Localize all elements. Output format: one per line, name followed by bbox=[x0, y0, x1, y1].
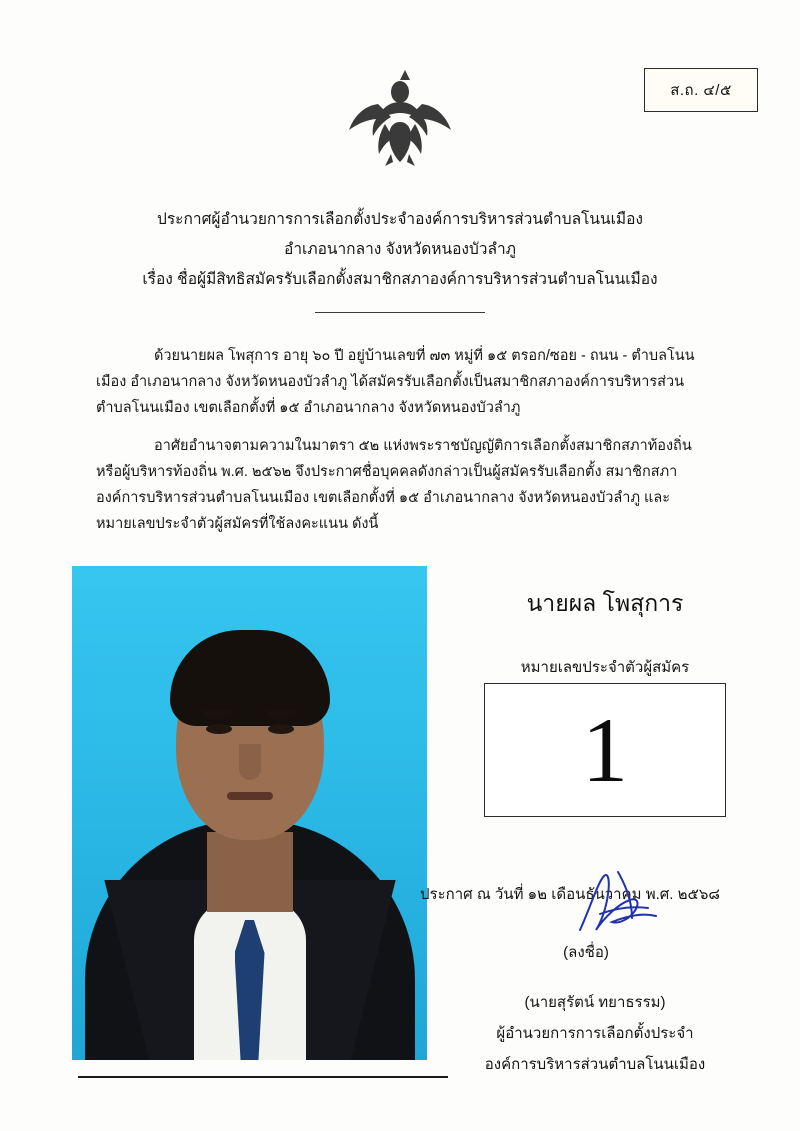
candidate-photo bbox=[72, 566, 427, 1060]
candidate-number-digit: 1 bbox=[582, 699, 628, 801]
heading-line-2: อำเภอนากลาง จังหวัดหนองบัวลำภู bbox=[284, 241, 516, 258]
announcement-date: ประกาศ ณ วันที่ ๑๒ เดือนธันวาคม พ.ศ. ๒๕๖๘ bbox=[420, 886, 720, 903]
form-code-text: ส.ถ. ๔/๕ bbox=[670, 82, 732, 99]
signer-role-line-1: ผู้อำนวยการการเลือกตั้งประจำ bbox=[496, 1025, 694, 1042]
body-paragraph-2-text: อาศัยอำนาจตามความในมาตรา ๕๒ แห่งพระราชบัญญัติการเลือกตั้งสมาชิกสภาท้องถิ่นหรือผู้บริหารท้องถิ่น พ.ศ. ๒๕๖๒ จึงประกาศชื่อบุคคลดังกล่าวเป็นผู้สมัครรับเลือกตั้ง สมาชิกสภาองค์การบริหารส่วนตำบลโนนเมือง เขตเลือกตั้งที่ ๑๕ อำเภอนากลาง จังหวัดหนองบัวลำภู และหมายเลขประจำตัวผู้สมัครที่ใช้ลงคะแนน ดังนี้ bbox=[96, 438, 692, 532]
garuda-emblem-icon bbox=[345, 62, 455, 172]
signature-block bbox=[420, 882, 770, 1076]
candidate-number-label: หมายเลขประจำตัวผู้สมัคร bbox=[520, 659, 690, 676]
heading-line-1: ประกาศผู้อำนวยการการเลือกตั้งประจำองค์การบริหารส่วนตำบลโนนเมือง bbox=[157, 211, 643, 228]
document-body bbox=[96, 343, 716, 549]
signed-label: (ลงชื่อ) bbox=[563, 944, 609, 961]
photo-nose bbox=[239, 744, 261, 780]
form-code-box bbox=[644, 68, 758, 112]
photo-mouth bbox=[227, 792, 273, 800]
heading-line-3: เรื่อง ชื่อผู้มีสิทธิสมัครรับเลือกตั้งสมาชิกสภาองค์การบริหารส่วนตำบลโนนเมือง bbox=[142, 271, 658, 288]
photo-brow-right bbox=[266, 710, 296, 717]
photo-eye-right bbox=[268, 724, 294, 734]
photo-hair bbox=[170, 630, 330, 726]
signer-role-line-2: องค์การบริหารส่วนตำบลโนนเมือง bbox=[484, 1056, 706, 1073]
heading-divider bbox=[315, 312, 485, 313]
handwritten-signature-icon bbox=[560, 868, 680, 946]
photo-eye-left bbox=[206, 724, 232, 734]
body-paragraph-2 bbox=[96, 433, 716, 537]
photo-neck bbox=[207, 832, 293, 912]
document-heading bbox=[0, 205, 800, 295]
body-paragraph-1-text: ด้วยนายผล โพสุการ อายุ ๖๐ ปี อยู่บ้านเลขที่ ๗๓ หมู่ที่ ๑๕ ตรอก/ซอย - ถนน - ตำบลโนนเมือง อำเภอนากลาง จังหวัดหนองบัวลำภู ได้สมัครรับเลือกตั้งเป็นสมาชิกสภาองค์การบริหารส่วนตำบลโนนเมือง เขตเลือกตั้งที่ ๑๕ อำเภอนากลาง จังหวัดหนองบัวลำภู bbox=[96, 348, 695, 416]
body-paragraph-1 bbox=[96, 343, 716, 421]
bottom-rule bbox=[78, 1076, 448, 1078]
candidate-name: นายผล โพสุการ bbox=[526, 590, 684, 616]
signer-name: (นายสุรัตน์ ทยาธรรม) bbox=[524, 994, 666, 1011]
photo-brow-left bbox=[202, 710, 232, 717]
candidate-number-box bbox=[484, 683, 726, 817]
